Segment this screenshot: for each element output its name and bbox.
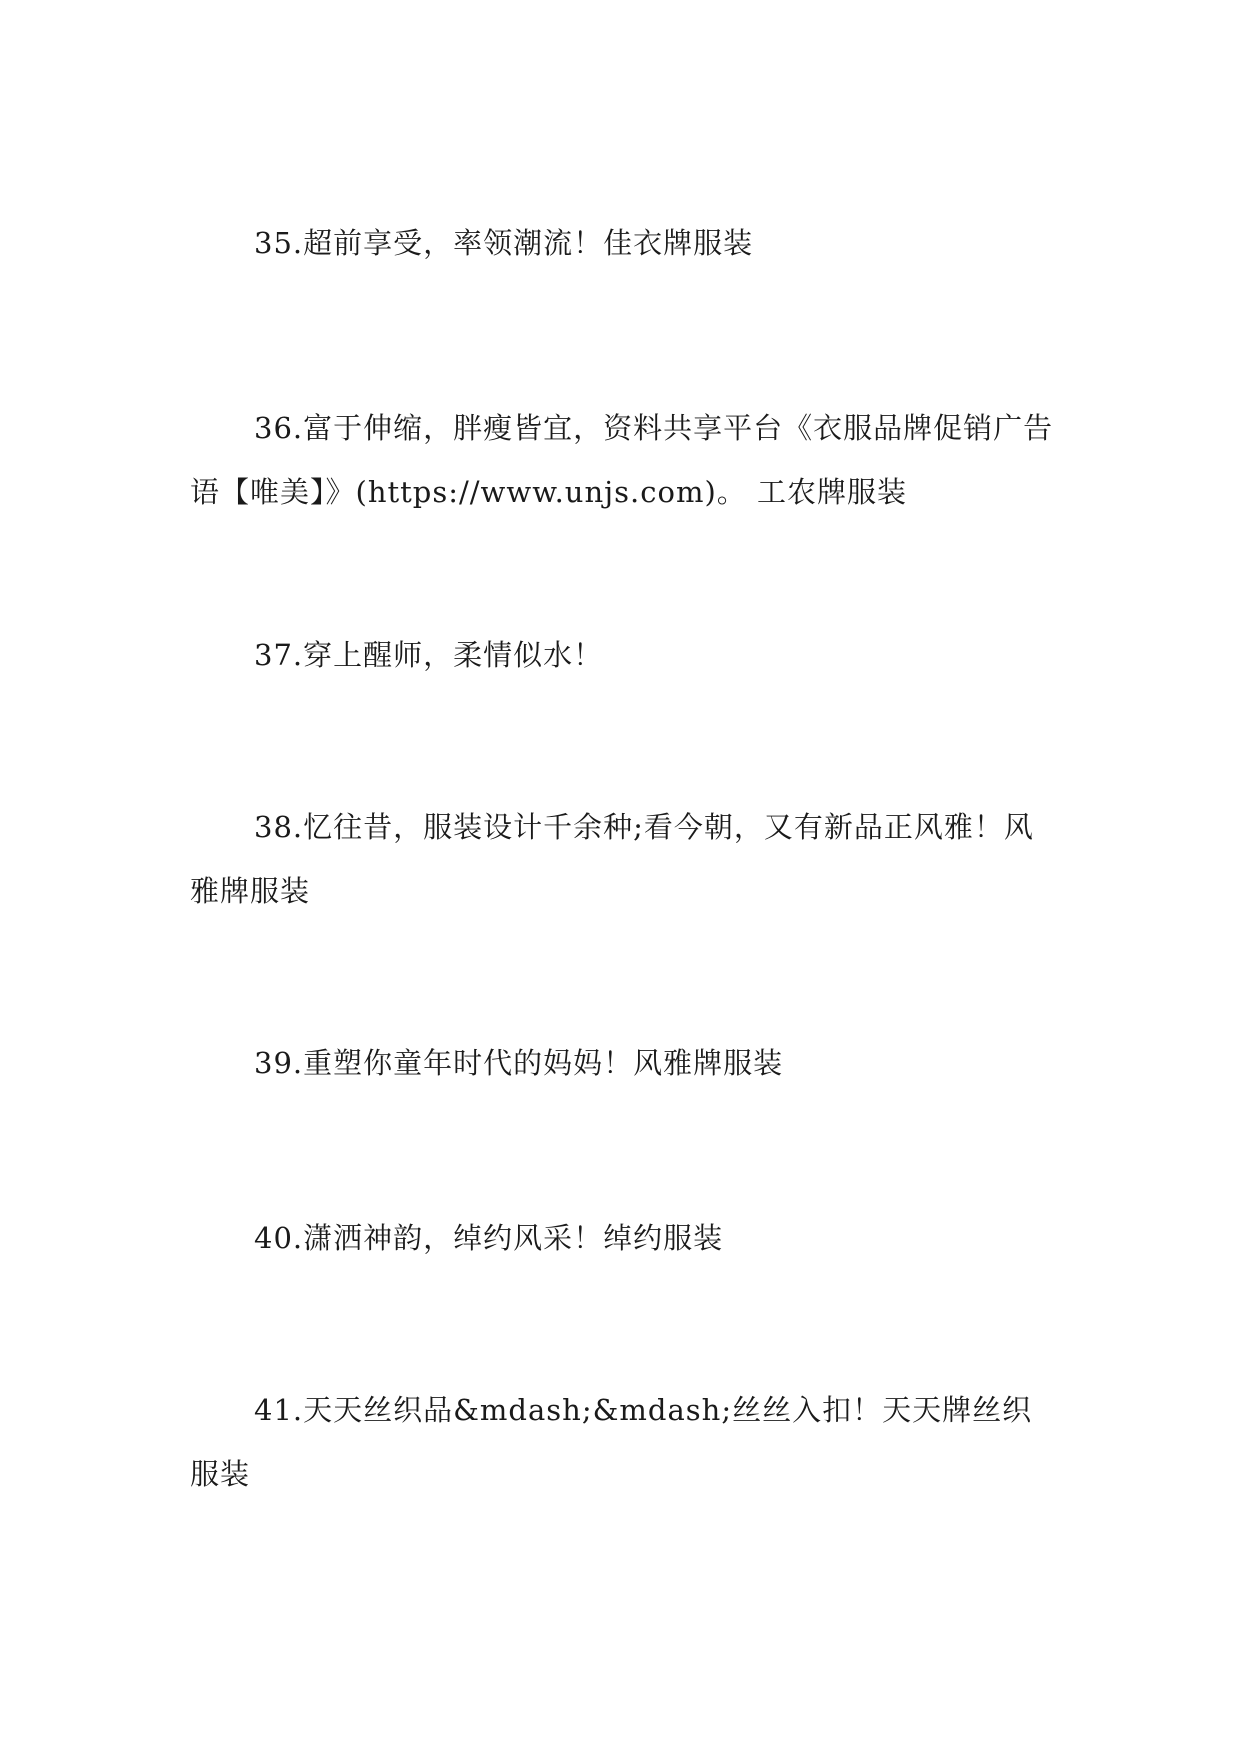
slogan-paragraph-36: 36.富于伸缩，胖瘦皆宜，资料共享平台《衣服品牌促销广告语【唯美】》(https://www.unjs.com)。 工农牌服装 [190,411,1054,509]
slogan-paragraph-39: 39.重塑你童年时代的妈妈！风雅牌服装 [254,1046,784,1080]
slogan-paragraph-40: 40.潇洒神韵，绰约风采！绰约服装 [254,1221,724,1255]
slogan-paragraph-41: 41.天天丝织品&mdash;&mdash;丝丝入扣！天天牌丝织服装 [190,1393,1033,1491]
slogan-paragraph-35: 35.超前享受，率领潮流！佳衣牌服装 [254,226,754,260]
slogan-paragraph-38: 38.忆往昔，服装设计千余种;看今朝，又有新品正风雅！风雅牌服装 [190,810,1034,908]
slogan-paragraph-37: 37.穿上醒师，柔情似水！ [254,638,604,672]
